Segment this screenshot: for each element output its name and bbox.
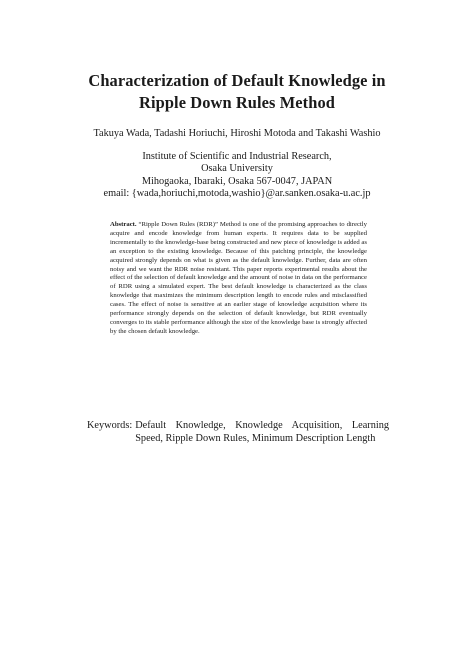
keywords-label: Keywords: xyxy=(87,420,133,431)
abstract xyxy=(110,221,367,337)
affiliation-line-2: Osaka University xyxy=(201,163,273,175)
affiliation-line-3: Mihogaoka, Ibaraki, Osaka 567-0047, JAPAN xyxy=(141,175,333,187)
title-line-2: Ripple Down Rules Method xyxy=(139,93,335,112)
abstract-text: “Ripple Down Rules (RDR)” Method is one of the promising approaches to directly acquire and encode knowledge from human experts. It requires data to be supplied incrementally to the knowledge-base being constructed and new piece of knowledge is added as an exception to the existing knowledge. Because of this patching principle, the knowledge acquired strongly depends on what is given as the default knowledge. Further, data are often noisy and we want the RDR noise resistant. This paper reports experimental results about the effect of the selection of default knowledge and the amount of noise in data on the performance of RDR using a simulated expert. The best default knowledge is characterized as the class knowledge that maximizes the minimum description length to encode rules and misclassified cases. The effect of noise is sensitive at an earlier stage of knowledge acquisition where its performance strongly depends on the selection of default knowledge, but RDR eventually converges to its stable performance although the size of the knowledge base is strongly affected by the chosen default knowledge. xyxy=(110,221,367,335)
affiliation-line-1: Institute of Scientific and Industrial Research, xyxy=(142,151,332,162)
affiliation-email: email: {wada,horiuchi,motoda,washio}@ar.sanken.osaka-u.ac.jp xyxy=(103,187,371,199)
author-list: Takuya Wada, Tadashi Horiuchi, Hiroshi Motoda and Takashi Washio xyxy=(93,128,381,139)
keywords xyxy=(87,419,389,445)
affiliation-block xyxy=(60,151,414,200)
abstract-label: Abstract. xyxy=(110,221,137,228)
keywords-list: Default Knowledge, Knowledge Acquisition, Learning Speed, Ripple Down Rules, Minimum Description Length xyxy=(135,420,389,444)
paper-title xyxy=(60,70,414,114)
title-line-1: Characterization of Default Knowledge in xyxy=(88,71,386,90)
